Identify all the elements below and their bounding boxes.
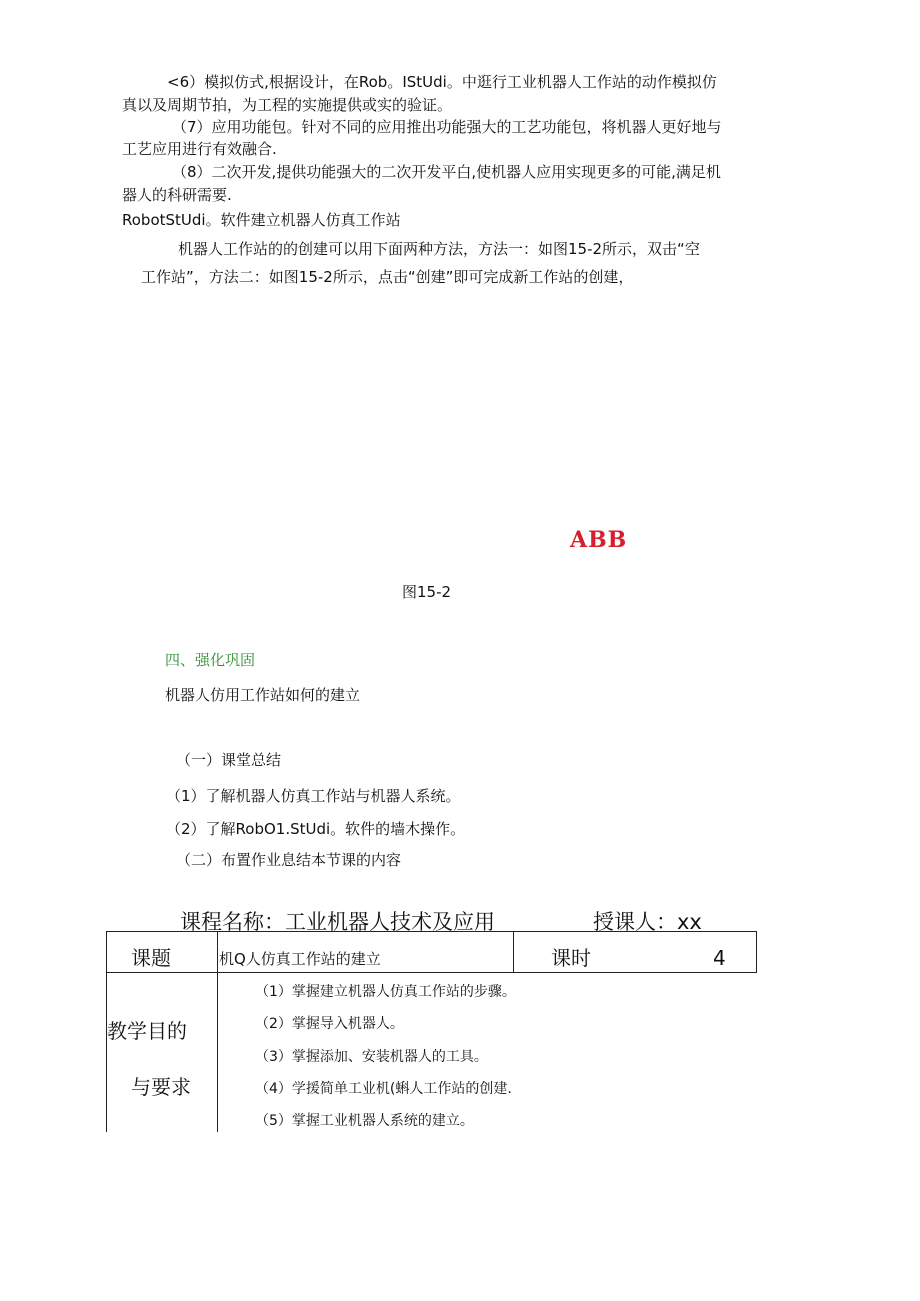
topic-label-cell bbox=[107, 932, 218, 973]
paragraph-item8-line1: （8）二次开发,提供功能强大的二次开发平白,使机器人应用实现更多的可能,满足机 bbox=[172, 163, 721, 181]
objectives-label-cell bbox=[107, 973, 218, 1133]
paragraph-item6-line2: 真以及周期节拍，为工程的实施提供或实的验证。 bbox=[122, 96, 453, 114]
paragraph-item6-line1: <6）模拟仿式,根据设计，在Rob。IStUdi。中逛行工业机器人工作站的动作模拟仿 bbox=[167, 73, 717, 91]
paragraph-item7-line1: （7）应用功能包。针对不同的应用推出功能强大的工艺功能包，将机器人更好地与 bbox=[172, 118, 722, 136]
consolidation-heading: 四、强化巩固 bbox=[165, 651, 256, 669]
course-info-table bbox=[106, 931, 757, 1132]
summary-heading: （一）课堂总结 bbox=[176, 751, 282, 769]
hours-cell bbox=[514, 932, 757, 973]
summary-item1: （1）了解机器人仿真工作站与机器人系统。 bbox=[166, 787, 461, 805]
homework-line: （二）布置作业息结本节课的内容 bbox=[176, 851, 402, 869]
objectives-cell bbox=[218, 973, 757, 1133]
intro-line2: 工作站”，方法二：如图15-2所示，点击“创建”即可完成新工作站的创建， bbox=[141, 268, 634, 286]
paragraph-item7-line2: 工艺应用进行有效融合. bbox=[122, 140, 277, 158]
intro-line1: 机器人工作站的的创建可以用下面两种方法，方法一：如图15-2所示，双击“空 bbox=[178, 240, 700, 258]
section-heading: RobotStUdi。软件建立机器人仿真工作站 bbox=[122, 211, 401, 229]
hours-label: 课时 bbox=[551, 946, 591, 970]
topic-value: 机Q人仿真工作站的建立 bbox=[219, 950, 381, 968]
objective-item: （5）掌握工业机器人系统的建立。 bbox=[255, 1113, 474, 1129]
figure-caption: 图15-2 bbox=[402, 583, 452, 601]
topic-value-cell bbox=[218, 932, 514, 973]
topic-label: 课题 bbox=[131, 946, 171, 970]
summary-item2: （2）了解RobO1.StUdi。软件的墙木操作。 bbox=[166, 820, 466, 838]
objective-item: （3）掌握添加、安装机器人的工具。 bbox=[255, 1049, 488, 1065]
table-row-objectives bbox=[107, 973, 757, 1133]
objective-item: （2）掌握导入机器人。 bbox=[255, 1016, 404, 1032]
course-name: 课程名称：工业机器人技术及应用 bbox=[180, 910, 495, 934]
consolidation-question: 机器人仿用工作站如何的建立 bbox=[165, 686, 361, 704]
abb-logo: ABB bbox=[570, 527, 628, 553]
objective-item: （1）掌握建立机器人仿真工作站的步骤。 bbox=[255, 984, 516, 1000]
course-teacher: 授课人：xx bbox=[593, 910, 702, 934]
hours-value: 4 bbox=[713, 946, 726, 970]
table-row-topic bbox=[107, 932, 757, 973]
objectives-label-line1: 教学目的 bbox=[107, 1019, 187, 1043]
objectives-label-line2: 与要求 bbox=[131, 1075, 191, 1099]
objective-item: （4）学援简单工业机(蝌人工作站的创建. bbox=[255, 1081, 512, 1097]
paragraph-item8-line2: 器人的科研需要. bbox=[122, 186, 232, 204]
